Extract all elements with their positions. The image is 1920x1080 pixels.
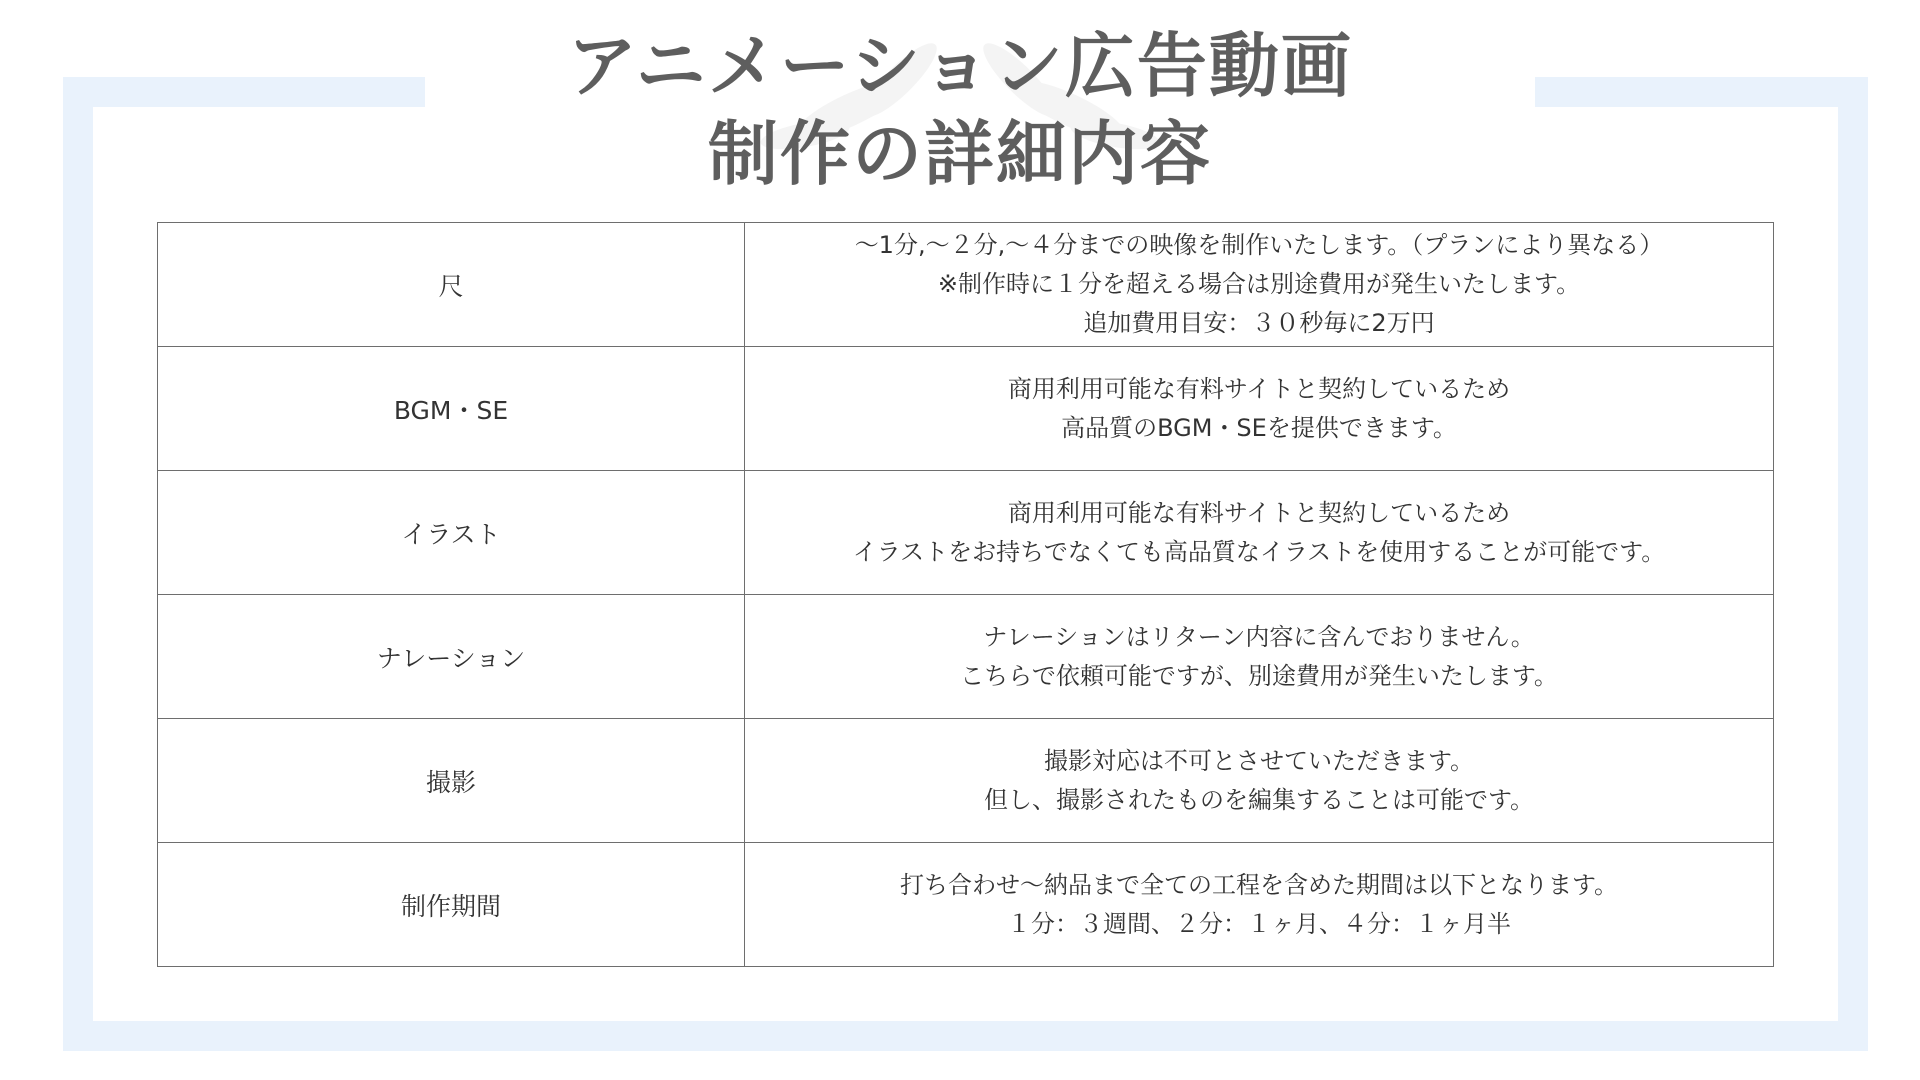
detail-line: ナレーションはリターン内容に含んでおりません。 [983,622,1535,651]
title-line-1: アニメーション広告動画 [567,25,1353,107]
details-table [157,222,1774,967]
row-detail [745,223,1774,347]
table-row [158,471,1774,595]
detail-line: イラストをお持ちでなくても高品質なイラストを使用することが可能です。 [852,537,1666,566]
details-table-body [158,223,1774,967]
detail-line: 商用利用可能な有料サイトと契約しているため [1007,374,1511,403]
detail-line: 但し、撮影されたものを編集することは可能です。 [983,785,1535,814]
row-label: 制作期間 [158,843,745,967]
row-detail [745,595,1774,719]
table-row [158,223,1774,347]
title-line-2: 制作の詳細内容 [708,113,1212,195]
detail-line: 高品質のBGM・SEを提供できます。 [1061,413,1457,442]
row-detail [745,843,1774,967]
page-title [0,22,1920,198]
row-label: 撮影 [158,719,745,843]
row-detail [745,471,1774,595]
detail-line: 〜1分,〜２分,〜４分までの映像を制作いたします。（プランにより異なる） [854,231,1664,259]
detail-line: ※制作時に１分を超える場合は別途費用が発生いたします。 [937,270,1581,298]
detail-line: １分：３週間、２分：１ヶ月、４分：１ヶ月半 [1007,909,1511,938]
row-detail [745,347,1774,471]
table-row [158,347,1774,471]
detail-line: こちらで依頼可能ですが、別途費用が発生いたします。 [960,661,1558,690]
detail-line: 打ち合わせ〜納品まで全ての工程を含めた期間は以下となります。 [899,870,1619,899]
row-detail [745,719,1774,843]
table-row [158,595,1774,719]
detail-line: 追加費用目安：３０秒毎に2万円 [1083,309,1435,337]
detail-line: 商用利用可能な有料サイトと契約しているため [1007,498,1511,527]
row-label: BGM・SE [158,347,745,471]
table-row [158,719,1774,843]
row-label: 尺 [158,223,745,347]
detail-line: 撮影対応は不可とさせていただきます。 [1043,746,1475,775]
row-label: ナレーション [158,595,745,719]
row-label: イラスト [158,471,745,595]
table-row [158,843,1774,967]
